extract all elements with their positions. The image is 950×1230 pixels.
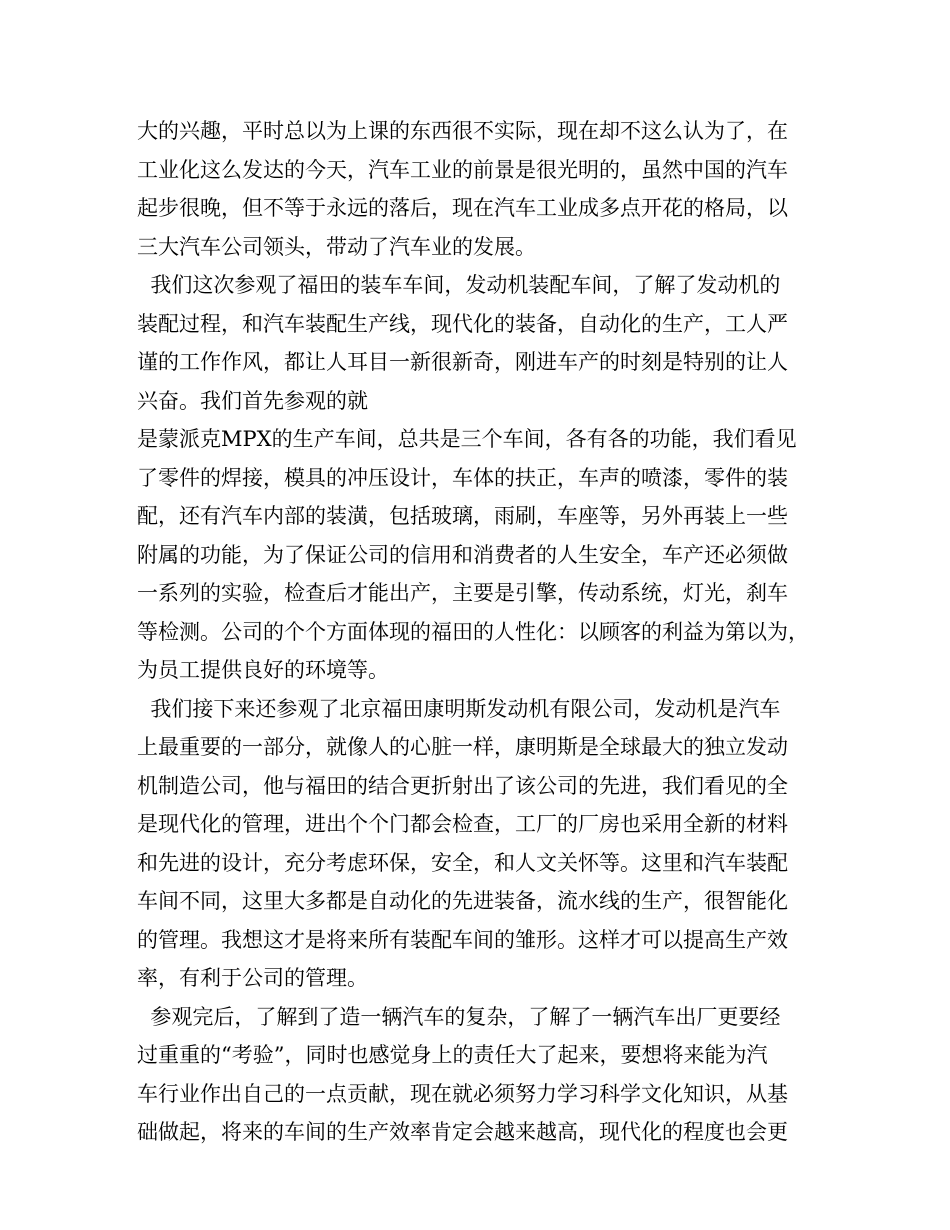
text-line: 和先进的设计，充分考虑环保，安全，和人文关怀等。这里和汽车装配	[137, 850, 788, 875]
text-line: 我们这次参观了福田的装车车间，发动机装配车间，了解了发动机的	[137, 273, 781, 297]
text-line: 谨的工作作风，都让人耳目一新很新奇，刚进车产的时刻是特别的让人	[137, 350, 788, 374]
text-line: 过重重的“考验”，同时也感觉身上的责任大了起来，要想将来能为汽	[137, 1043, 768, 1067]
text-line: 等检测。公司的个个方面体现的福田的人性化：以顾客的利益为第以为，	[137, 619, 809, 644]
text-line: 车间不同，这里大多都是自动化的先进装备，流水线的生产，很智能化	[137, 889, 788, 913]
text-line: 附属的功能，为了保证公司的信用和消费者的人生安全，车产还必须做	[137, 542, 788, 567]
text-line: 起步很晚，但不等于永远的落后，现在汽车工业成多点开花的格局，以	[137, 196, 788, 220]
text-line: 是现代化的管理，进出个个门都会检查，工厂的厂房也采用全新的材料	[137, 812, 788, 836]
text-line: 兴奋。我们首先参观的就	[137, 388, 368, 413]
text-line: 了零件的焊接，模具的冲压设计，车体的扶正，车声的喷漆，零件的装	[137, 465, 788, 490]
text-line: 础做起，将来的车间的生产效率肯定会越来越高，现代化的程度也会更	[137, 1120, 788, 1144]
document-body	[137, 112, 827, 1152]
text-line: 三大汽车公司领头，带动了汽车业的发展。	[137, 234, 536, 259]
text-line: 机制造公司，他与福田的结合更折射出了该公司的先进，我们看见的全	[137, 773, 788, 798]
text-line: 是蒙派克MPX的生产车间，总共是三个车间，各有各的功能，我们看见	[137, 427, 797, 451]
text-line: 为员工提供良好的环境等。	[137, 658, 389, 682]
text-line: 装配过程，和汽车装配生产线，现代化的装备，自动化的生产，工人严	[137, 311, 788, 336]
text-line: 我们接下来还参观了北京福田康明斯发动机有限公司，发动机是汽车	[137, 696, 781, 721]
text-line: 配，还有汽车内部的装潢，包括玻璃，雨刷，车座等，另外再装上一些	[137, 504, 788, 528]
text-line: 车行业作出自己的一点贡献，现在就必须努力学习科学文化知识，从基	[137, 1081, 788, 1106]
text-line: 一系列的实验，检查后才能出产，主要是引擎，传动系统，灯光，刹车	[137, 581, 788, 605]
text-line: 率，有利于公司的管理。	[137, 966, 368, 990]
text-line: 参观完后，了解到了造一辆汽车的复杂，了解了一辆汽车出厂更要经	[137, 1004, 781, 1029]
text-line: 的管理。我想这才是将来所有装配车间的雏形。这样才可以提高生产效	[137, 927, 788, 952]
text-line: 上最重要的一部分，就像人的心脏一样，康明斯是全球最大的独立发动	[137, 735, 788, 759]
text-line: 大的兴趣，平时总以为上课的东西很不实际，现在却不这么认为了，在	[137, 119, 788, 143]
text-line: 工业化这么发达的今天，汽车工业的前景是很光明的，虽然中国的汽车	[137, 157, 788, 182]
